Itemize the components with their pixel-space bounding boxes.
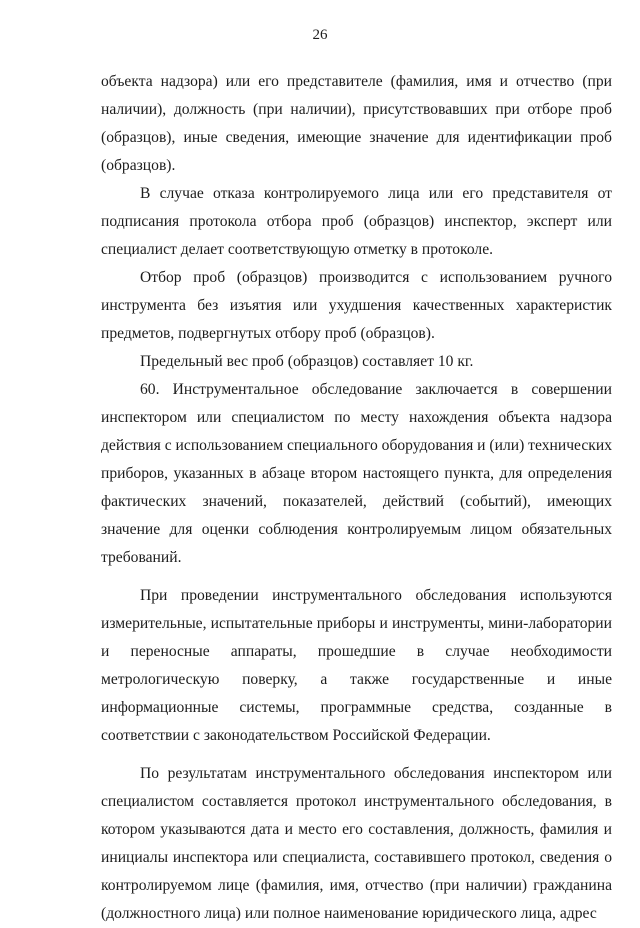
paragraph-refusal-to-sign: В случае отказа контролируемого лица или его представителя от подписания протокола отбора проб (образцов) инспектор, эксперт или специалист делает соответствующую отметку в протоколе. xyxy=(101,185,612,258)
page-number: 26 xyxy=(312,27,328,43)
paragraph-instruments-used: При проведении инструментального обследования используются измерительные, испытательные приборы и инструменты, мини-лаборатории и переносные аппараты, прошедшие в случае необходимости метрологическую поверку, а также государственные и иные информационные системы, программные средства, созданные в соответствии с законодательством Российской Федерации. xyxy=(101,587,612,744)
paragraph-continued: объекта надзора) или его представителе (фамилия, имя и отчество (при наличии), должность (при наличии), присутствовавших при отборе проб (образцов), иные сведения, имеющие значение для идентификации проб (образцов). xyxy=(101,73,612,174)
paragraph-instrumental-examination: 60. Инструментальное обследование заключается в совершении инспектором или специалистом по месту нахождения объекта надзора действия с использованием специального оборудования и (или) технических приборов, указанных в абзаце втором настоящего пункта, для определения фактических значений, показателей, действий (событий), имеющих значение для оценки соблюдения контролируемым лицом обязательных требований. xyxy=(101,381,612,566)
paragraph-sampling-method: Отбор проб (образцов) производится с использованием ручного инструмента без изъятия или ухудшения качественных характеристик предметов, подвергнутых отбору проб (образцов). xyxy=(101,269,612,342)
paragraph-sample-weight: Предельный вес проб (образцов) составляет 10 кг. xyxy=(140,353,474,370)
document-body xyxy=(101,68,612,928)
paragraph-examination-protocol: По результатам инструментального обследования инспектором или специалистом составляется протокол инструментального обследования, в котором указываются дата и место его составления, должность, фамилия и инициалы инспектора или специалиста, составившего протокол, сведения о контролируемом лице (фамилия, имя, отчество (при наличии) гражданина (должностного лица) или полное наименование юридического лица, адрес xyxy=(101,765,612,922)
